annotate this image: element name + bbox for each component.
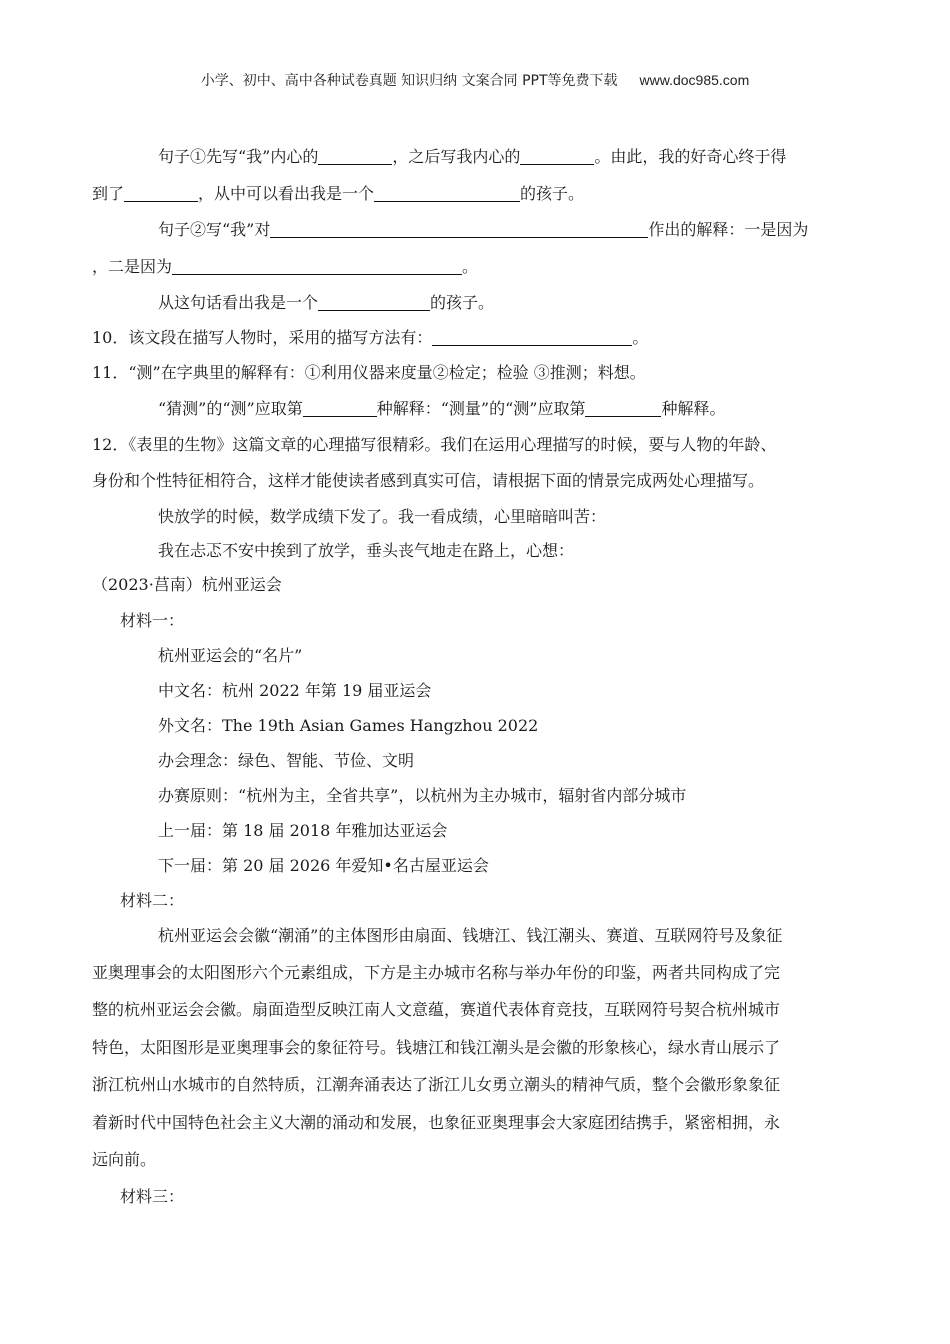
answer-blank[interactable] (318, 148, 392, 165)
answer-blank[interactable] (172, 258, 462, 275)
answer-blank[interactable] (303, 400, 377, 417)
question-12: 12．《表里的生物》这篇文章的心理描写很精彩。我们在运用心理描写的时候，要与人物的年龄、 (92, 435, 777, 454)
answer-blank[interactable] (585, 400, 661, 417)
material-2-line: 着新时代中国特色社会主义大潮的涌动和发展，也象征亚奥理事会大家庭团结携手，紧密相拥，永 (92, 1113, 781, 1132)
material-1-line: 办赛原则：“杭州为主，全省共享”，以杭州为主办城市，辐射省内部分城市 (158, 786, 687, 805)
material-2-line: 整的杭州亚运会会徽。扇面造型反映江南人文意蕴，赛道代表体育竞技，互联网符号契合杭州城市 (92, 1000, 781, 1019)
material-1-line: 上一届：第 18 届 2018 年雅加达亚运会 (158, 821, 448, 840)
question-11: 11．“测”在字典里的解释有：①利用仪器来度量②检定；检验 ③推测；料想。 (92, 363, 646, 382)
question-12-scene-1: 快放学的时候，数学成绩下发了。我一看成绩，心里暗暗叫苦： (158, 507, 607, 526)
section-title: （2023·莒南）杭州亚运会 (92, 575, 282, 594)
header-text: 小学、初中、高中各种试卷真题 知识归纳 文案合同 PPT等免费下载 (200, 73, 618, 89)
question-11-line-2: “猜测”的“测”应取第 种解释：“测量”的“测”应取第 种解释。 (158, 399, 726, 418)
material-2-line: 远向前。 (92, 1150, 157, 1169)
material-2-line: 杭州亚运会会徽“潮涌”的主体图形由扇面、钱塘江、钱江潮头、赛道、互联网符号及象征 (158, 926, 783, 945)
material-1-line: 中文名：杭州 2022 年第 19 届亚运会 (158, 681, 432, 700)
q9-line-4: ，二是因为 。 (92, 257, 479, 276)
answer-blank[interactable] (318, 294, 430, 311)
q9-line-2: 到了 ，从中可以看出我是一个 的孩子。 (92, 184, 585, 203)
header-url[interactable]: www.doc985.com (639, 72, 750, 88)
material-2-label: 材料二： (120, 891, 185, 910)
answer-blank[interactable] (374, 185, 520, 202)
material-2-line: 亚奥理事会的太阳图形六个元素组成，下方是主办城市名称与举办年份的印鉴，两者共同构成了完 (92, 963, 781, 982)
answer-blank[interactable] (270, 221, 648, 238)
question-10: 10．该文段在描写人物时，采用的描写方法有： 。 (92, 328, 649, 347)
answer-blank[interactable] (432, 329, 632, 346)
page-header (0, 70, 950, 90)
material-1-line: 办会理念：绿色、智能、节俭、文明 (158, 751, 415, 770)
material-1-label: 材料一： (120, 611, 185, 630)
answer-blank[interactable] (124, 185, 198, 202)
material-1-line: 杭州亚运会的“名片” (158, 646, 303, 665)
material-2-line: 特色，太阳图形是亚奥理事会的象征符号。钱塘江和钱江潮头是会徽的形象核心，绿水青山展示了 (92, 1038, 781, 1057)
material-2-line: 浙江杭州山水城市的自然特质，江潮奔涌表达了浙江儿女勇立潮头的精神气质，整个会徽形象象征 (92, 1075, 781, 1094)
q9-line-5: 从这句话看出我是一个 的孩子。 (158, 293, 495, 312)
material-1-line: 外文名：The 19th Asian Games Hangzhou 2022 (158, 716, 539, 735)
material-3-label: 材料三： (120, 1187, 185, 1206)
q9-line-3: 句子②写“我”对 作出的解释：一是因为 (158, 220, 809, 239)
question-12-scene-2: 我在忐忑不安中挨到了放学，垂头丧气地走在路上，心想： (158, 541, 575, 560)
q9-line-1: 句子①先写“我”内心的 ，之后写我内心的 。由此，我的好奇心终于得 (158, 147, 787, 166)
question-12-line-2: 身份和个性特征相符合，这样才能使读者感到真实可信，请根据下面的情景完成两处心理描写。 (92, 471, 765, 490)
answer-blank[interactable] (520, 148, 594, 165)
material-1-line: 下一届：第 20 届 2026 年爱知•名古屋亚运会 (158, 856, 489, 875)
